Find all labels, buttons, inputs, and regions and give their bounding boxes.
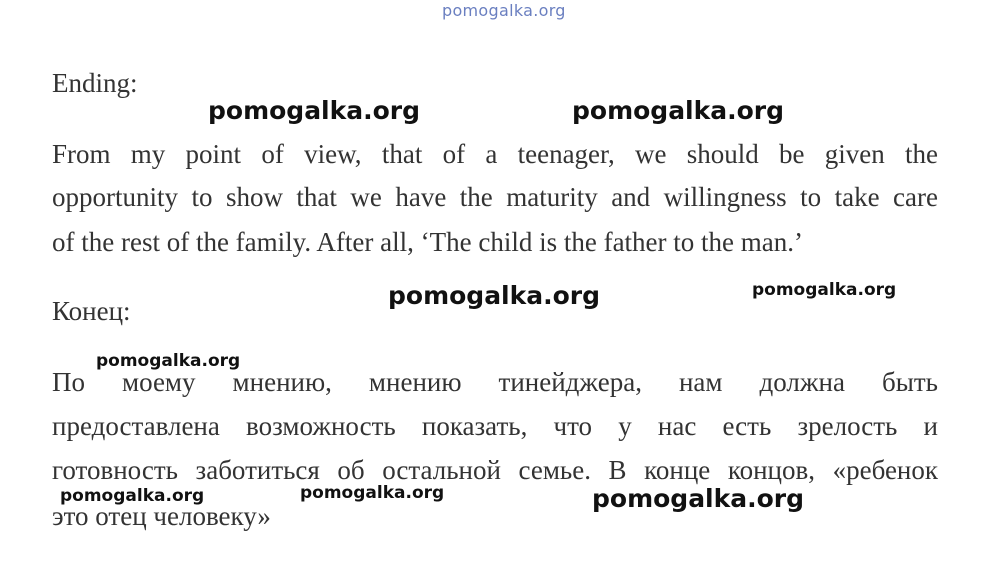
russian-paragraph-line: готовность заботиться об остальной семье. В конце концов, «ребенок <box>52 455 938 485</box>
english-paragraph-line: opportunity to show that we have the maturity and willingness to take care <box>52 182 938 212</box>
watermark: pomogalka.org <box>572 96 785 125</box>
russian-paragraph-line: предоставлена возможность показать, что у нас есть зрелость и <box>52 411 938 441</box>
russian-paragraph-line: это отец человеку» <box>52 501 271 531</box>
english-paragraph-line: From my point of view, that of a teenager, we should be given the <box>52 139 938 169</box>
watermark: pomogalka.org <box>208 96 421 125</box>
watermark: pomogalka.org <box>300 483 445 503</box>
watermark: pomogalka.org <box>752 280 897 300</box>
watermark: pomogalka.org <box>60 486 205 506</box>
watermark: pomogalka.org <box>592 484 805 513</box>
english-heading: Ending: <box>52 68 138 98</box>
russian-paragraph-line: По моему мнению, мнению тинейджера, нам должна быть <box>52 367 938 397</box>
watermark-top: pomogalka.org <box>442 1 566 20</box>
english-paragraph-line: of the rest of the family. After all, ‘The child is the father to the man.’ <box>52 227 803 257</box>
russian-heading: Конец: <box>52 296 131 326</box>
watermark: pomogalka.org <box>388 281 601 310</box>
watermark: pomogalka.org <box>96 351 241 371</box>
